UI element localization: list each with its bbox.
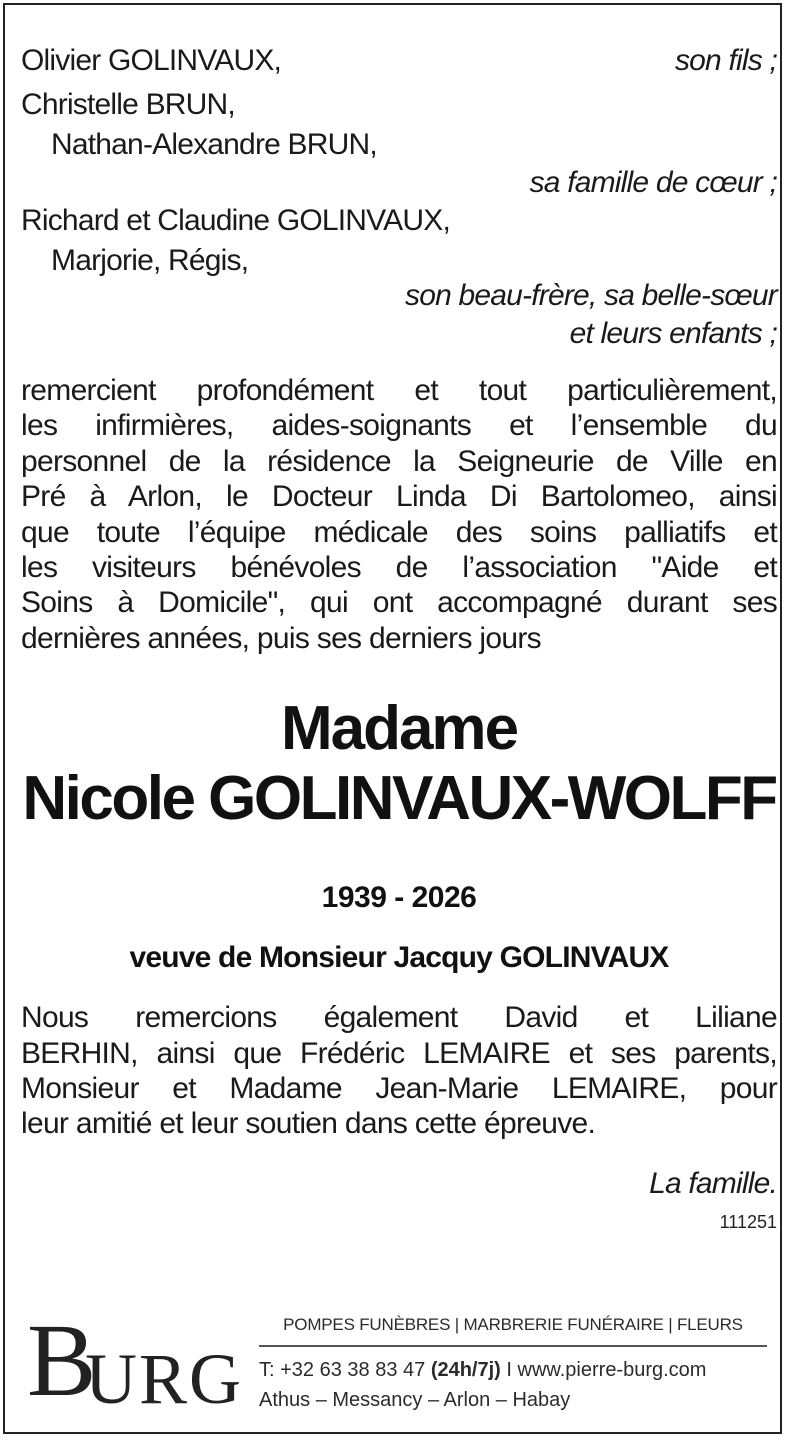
additional-thanks-line: leur amitié et leur soutien dans cette épreuve. <box>21 1107 596 1141</box>
thanks-line: remercient profondément et tout particulièrement, <box>21 374 777 407</box>
thanks-line: les visiteurs bénévoles de l’association "Aide et <box>21 551 777 585</box>
thanks-paragraph <box>21 373 777 656</box>
heart-family-names <box>21 85 777 165</box>
thanks-line: Pré à Arlon, le Docteur Linda Di Bartolomeo, ainsi <box>21 480 777 514</box>
in-laws-name-2: Marjorie, Régis, <box>51 244 249 277</box>
additional-thanks-line: Monsieur et Madame Jean-Marie LEMAIRE, pour <box>21 1072 777 1106</box>
in-laws-role-2: et leurs enfants ; <box>569 317 777 350</box>
in-laws-names <box>21 201 777 281</box>
in-laws-role-1: son beau-frère, sa belle-sœur <box>405 279 777 312</box>
signature: La famille. <box>649 1166 777 1200</box>
in-laws-name-1: Richard et Claudine GOLINVAUX, <box>21 204 450 237</box>
son-row <box>21 41 777 81</box>
notice-frame <box>3 3 782 1434</box>
son-role: son fils ; <box>674 44 777 77</box>
deceased-name: Nicole GOLINVAUX-WOLFF <box>22 764 776 834</box>
funeral-home-footer <box>25 1303 777 1427</box>
divider <box>259 1345 767 1347</box>
funeral-home-info <box>259 1307 767 1415</box>
additional-thanks-paragraph <box>21 1000 777 1142</box>
deceased-years: 1939 - 2026 <box>321 881 477 915</box>
additional-thanks-line: BERHIN, ainsi que Frédéric LEMAIRE et ses parents, <box>21 1036 777 1070</box>
website: I www.pierre-burg.com <box>506 1359 707 1381</box>
notice-content <box>21 41 777 1234</box>
thanks-line: les infirmières, aides-soignants et l’ensemble du <box>21 409 777 443</box>
services-line: POMPES FUNÈBRES | MARBRERIE FUNÉRAIRE | FLEURS <box>283 1315 743 1334</box>
phone-number: T: +32 63 38 83 47 <box>259 1359 426 1381</box>
contact-line <box>259 1355 767 1385</box>
logo-letters: URG <box>85 1339 244 1419</box>
thanks-line: que toute l’équipe médicale des soins palliatifs et <box>21 515 777 549</box>
additional-thanks-line: Nous remercions également David et Liliane <box>21 1001 777 1035</box>
widow-of: veuve de Monsieur Jacquy GOLINVAUX <box>129 941 669 975</box>
heart-family-role: sa famille de cœur ; <box>529 166 777 199</box>
burg-logo <box>25 1303 244 1419</box>
thanks-line: personnel de la résidence la Seigneurie de Ville en <box>21 444 777 478</box>
deceased-title: Madame <box>280 694 518 764</box>
phone-hours: (24h/7j) <box>430 1359 501 1381</box>
heart-family-name-2: Nathan-Alexandre BRUN, <box>51 128 377 161</box>
son-name: Olivier GOLINVAUX, <box>21 44 282 77</box>
thanks-line: Soins à Domicile", qui ont accompagné durant ses <box>21 586 777 620</box>
thanks-line: dernières années, puis ses derniers jours <box>21 621 541 655</box>
logo-letter-b: B <box>27 1303 97 1418</box>
heart-family-name-1: Christelle BRUN, <box>21 88 235 121</box>
deceased-block <box>21 694 777 978</box>
towns-line: Athus – Messancy – Arlon – Habay <box>259 1389 571 1411</box>
reference-number: 111251 <box>719 1211 777 1232</box>
